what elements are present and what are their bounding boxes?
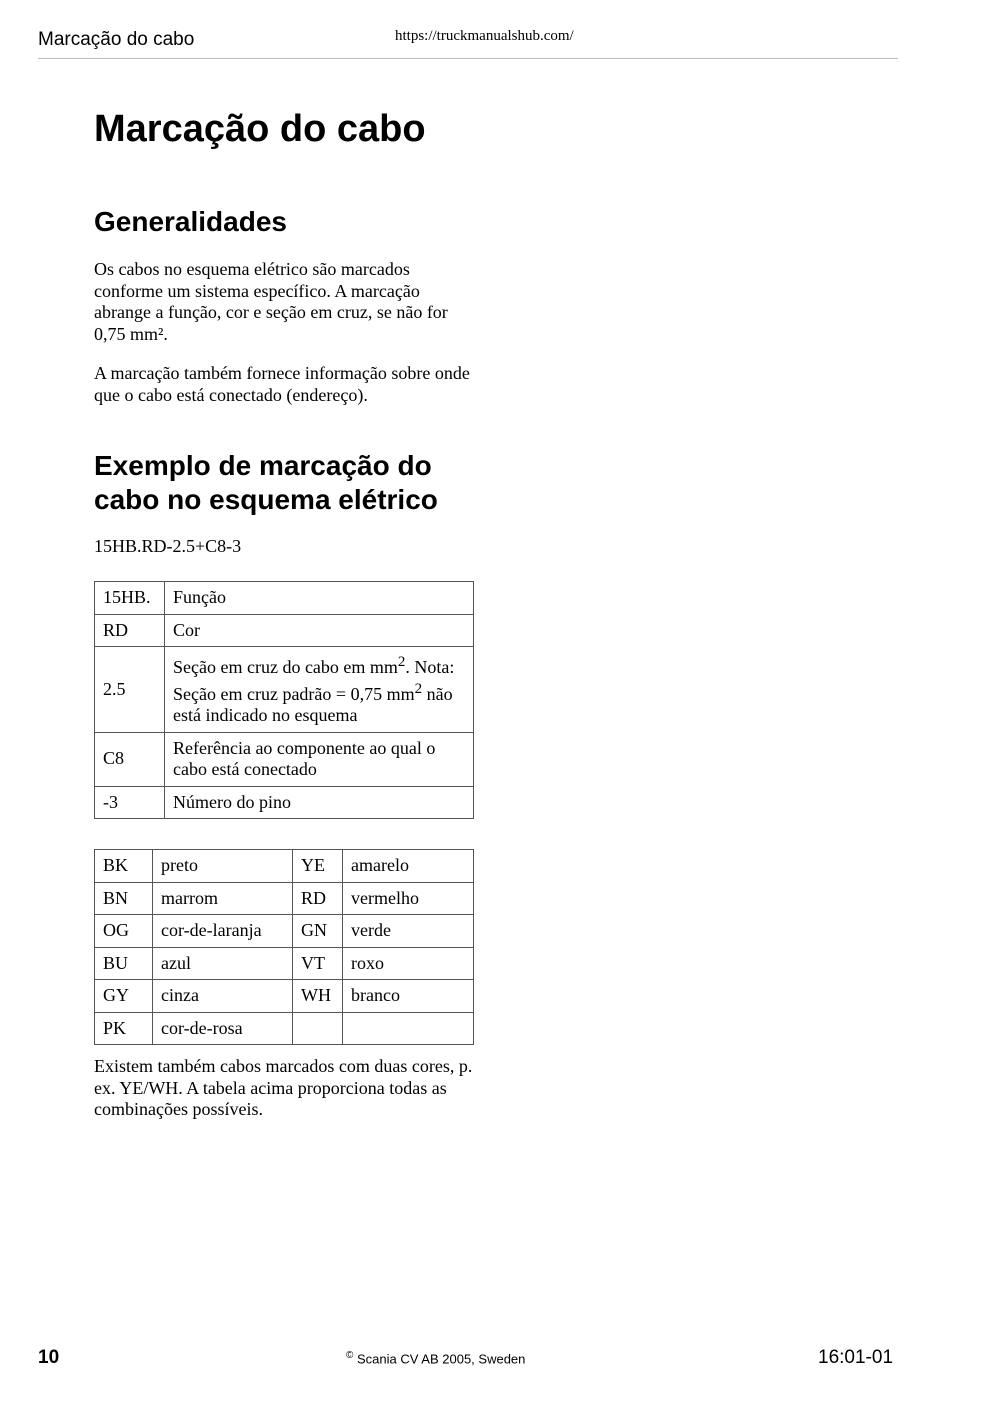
description-cell: Função [165,582,474,615]
description-cell: Cor [165,614,474,647]
general-paragraph-2: A marcação também fornece informação sobre onde que o cabo está conectado (endereço). [94,363,470,405]
desc-part: . Nota: Seção em cruz padrão = 0,75 mm [173,657,455,704]
code-cell: 2.5 [95,647,165,733]
table-row [95,614,474,647]
description-cell [165,647,474,733]
table-row [95,915,474,948]
general-paragraph-1: Os cabos no esquema elétrico são marcados conforme um sistema específico. A marcação abrange a função, cor e seção em cruz, se não for 0,75 mm². [94,259,448,344]
table-row [95,850,474,883]
page-title: Marcação do cabo [94,108,426,150]
color-code-cell: VT [293,947,343,980]
table-row [95,582,474,615]
color-name-cell: cinza [153,980,293,1013]
code-cell: RD [95,614,165,647]
code-cell: 15HB. [95,582,165,615]
section-heading-general: Generalidades [94,206,287,237]
table-row [95,1012,474,1045]
superscript: 2 [397,654,406,670]
document-code: 16:01-01 [818,1347,894,1368]
description-cell: Referência ao componente ao qual o cabo está conectado [165,732,474,786]
color-name-cell: cor-de-laranja [153,915,293,948]
table-row [95,732,474,786]
superscript: 2 [414,680,423,697]
color-name-cell [343,1012,474,1045]
example-heading-line-2: cabo no esquema elétrico [94,484,438,515]
color-name-cell: vermelho [343,882,474,915]
table-row [95,786,474,819]
closing-paragraph: Existem também cabos marcados com duas cores, p. ex. YE/WH. A tabela acima proporciona todas as combinações possíveis. [94,1056,473,1119]
color-name-cell: branco [343,980,474,1013]
color-code-cell [293,1012,343,1045]
table-row [95,647,474,733]
color-code-cell: OG [95,915,153,948]
color-code-cell: WH [293,980,343,1013]
color-code-cell: RD [293,882,343,915]
color-name-cell: azul [153,947,293,980]
page-number: 10 [38,1347,60,1368]
desc-part: não está indicado no esquema [173,683,453,725]
copyright [346,1350,525,1366]
color-code-cell: BU [95,947,153,980]
header-divider [38,58,898,59]
desc-part: Seção em cruz do cabo em mm [173,657,398,677]
color-name-cell: cor-de-rosa [153,1012,293,1045]
example-heading-line-1: Exemplo de marcação do [94,450,432,481]
color-code-cell: BK [95,850,153,883]
copyright-symbol: © [346,1350,354,1361]
color-code-table [94,849,474,1045]
color-code-cell: BN [95,882,153,915]
copyright-text: Scania CV AB 2005, Sweden [353,1351,526,1367]
table-row [95,980,474,1013]
running-header-title: Marcação do cabo [38,29,195,50]
code-cell: -3 [95,786,165,819]
color-name-cell: amarelo [343,850,474,883]
color-name-cell: marrom [153,882,293,915]
source-url[interactable]: https://truckmanualshub.com/ [395,28,574,44]
color-code-cell: YE [293,850,343,883]
color-code-cell: GN [293,915,343,948]
color-name-cell: roxo [343,947,474,980]
description-cell: Número do pino [165,786,474,819]
color-name-cell: verde [343,915,474,948]
table-row [95,882,474,915]
color-code-cell: PK [95,1012,153,1045]
code-meaning-table [94,581,474,819]
section-heading-example [94,449,494,517]
example-code: 15HB.RD-2.5+C8-3 [94,536,242,556]
color-name-cell: preto [153,850,293,883]
table-row [95,947,474,980]
code-cell: C8 [95,732,165,786]
color-code-cell: GY [95,980,153,1013]
